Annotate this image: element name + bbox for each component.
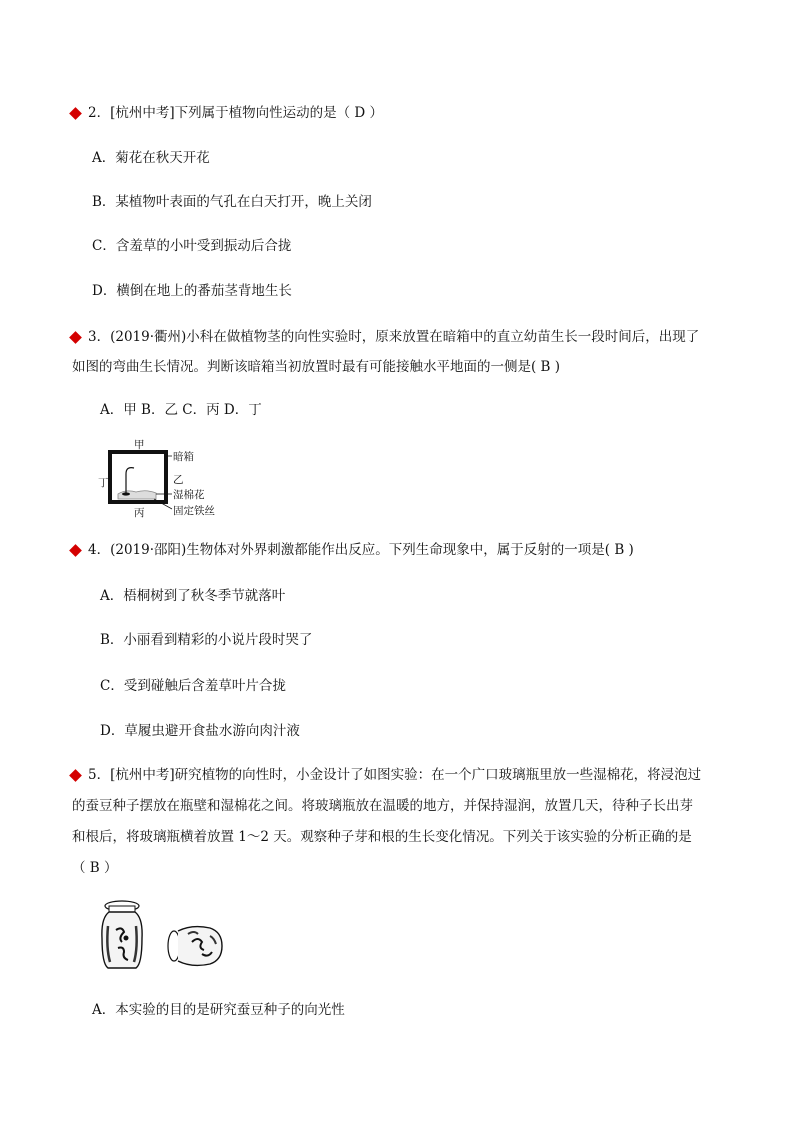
question-marker-icon	[69, 107, 82, 120]
lying-jar	[168, 927, 222, 966]
seedling-stem	[126, 468, 134, 494]
label-right: 乙	[173, 474, 184, 486]
q3-stem-line1: 3．(2019·衢州)小科在做植物茎的向性实验时，原来放置在暗箱中的直立幼苗生长一段时间后，出现了	[88, 329, 700, 345]
upright-jar	[102, 901, 142, 968]
q2-option-d: D．横倒在地上的番茄茎背地生长	[92, 283, 292, 299]
question-marker-icon	[69, 331, 82, 344]
q5-stem-line3: 和根后，将玻璃瓶横着放置 1～2 天。观察种子芽和根的生长变化情况。下列关于该实验的分析正确的是	[72, 829, 692, 845]
q2-option-c: C．含羞草的小叶受到振动后合拢	[92, 238, 292, 254]
q2-option-a: A．菊花在秋天开花	[92, 150, 210, 166]
q3-options: A．甲 B．乙 C．丙 D．丁	[100, 402, 262, 418]
q4-stem: 4．(2019·邵阳)生物体对外界刺激都能作出反应。下列生命现象中，属于反射的一项是( B )	[88, 542, 634, 558]
label-bottom: 丙	[134, 507, 145, 519]
q2-option-b: B．某植物叶表面的气孔在白天打开，晚上关闭	[92, 194, 372, 210]
q5-stem-line2: 的蚕豆种子摆放在瓶壁和湿棉花之间。将玻璃瓶放在温暖的地方，并保持湿润，放置几天，待种子长出芽	[72, 798, 693, 814]
q3-stem-line2: 如图的弯曲生长情况。判断该暗箱当初放置时最有可能接触水平地面的一侧是( B )	[72, 359, 561, 375]
q4-option-b: B．小丽看到精彩的小说片段时哭了	[100, 632, 313, 648]
jars-figure	[98, 898, 228, 974]
label-top: 甲	[134, 439, 145, 451]
label-wire: 固定铁丝	[173, 505, 215, 517]
question-marker-icon	[69, 544, 82, 557]
dark-box-figure	[96, 436, 226, 520]
label-box: 暗箱	[173, 451, 194, 463]
seedling-base	[122, 492, 130, 495]
question-marker-icon	[69, 769, 82, 782]
q4-option-a: A．梧桐树到了秋冬季节就落叶	[100, 588, 286, 604]
q5-stem-line4: （ B ）	[72, 860, 118, 876]
q5-stem-line1: 5．[杭州中考]研究植物的向性时，小金设计了如图实验：在一个广口玻璃瓶里放一些湿棉花，将浸泡过	[88, 767, 702, 783]
q5-option-a: A．本实验的目的是研究蚕豆种子的向光性	[92, 1002, 345, 1018]
q2-stem: 2．[杭州中考]下列属于植物向性运动的是（ D ）	[88, 105, 384, 121]
label-left: 丁	[98, 477, 109, 489]
q4-option-d: D．草履虫避开食盐水游向肉汁液	[100, 723, 300, 739]
label-cotton: 湿棉花	[173, 489, 205, 501]
q4-option-c: C．受到碰触后含羞草叶片合拢	[100, 678, 286, 694]
